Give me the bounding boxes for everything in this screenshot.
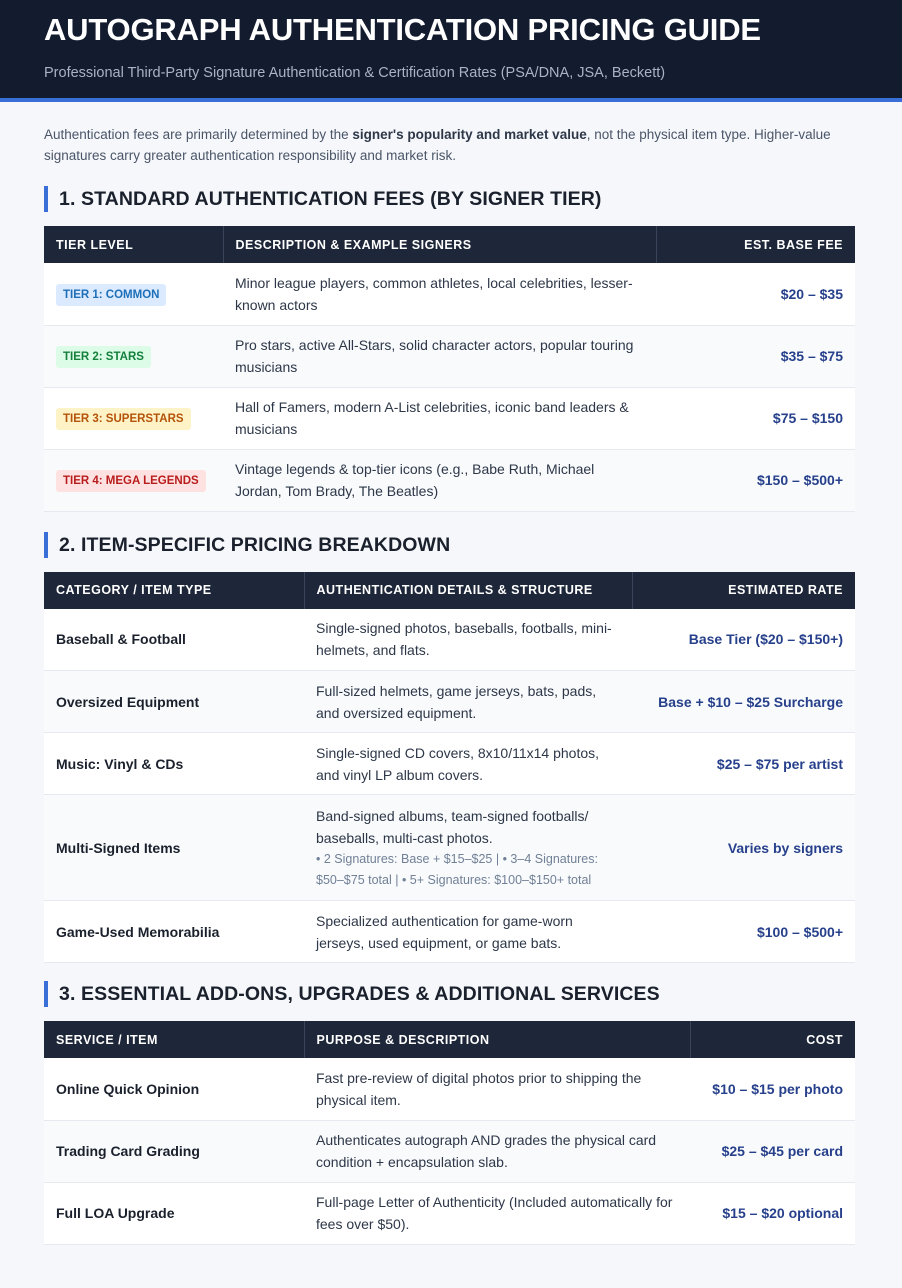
tier-description: Hall of Famers, modern A-List celebrities, iconic band leaders & musicians <box>223 387 656 449</box>
addons-table <box>44 1021 855 1245</box>
column-header: ESTIMATED RATE <box>728 583 843 597</box>
table-row <box>44 795 855 901</box>
item-category: Game-Used Memorabilia <box>44 901 304 963</box>
service-name: Online Quick Opinion <box>44 1058 304 1120</box>
service-cost: $10 – $15 per photo <box>690 1058 855 1120</box>
main-content <box>0 102 902 1245</box>
table-header-row <box>44 1021 855 1058</box>
tier-fee: $75 – $150 <box>656 387 855 449</box>
table-row <box>44 263 855 325</box>
table-row <box>44 325 855 387</box>
column-header: EST. BASE FEE <box>744 237 843 252</box>
item-rate: Base Tier ($20 – $150+) <box>632 609 855 671</box>
item-details: Single-signed photos, baseballs, footballs, mini-helmets, and flats. <box>304 609 632 671</box>
column-header: SERVICE / ITEM <box>44 1021 304 1058</box>
tier-description: Pro stars, active All-Stars, solid character actors, popular touring musicians <box>223 325 656 387</box>
tier-fee: $20 – $35 <box>656 263 855 325</box>
column-header: TIER LEVEL <box>44 226 223 263</box>
item-details: Single-signed CD covers, 8x10/11x14 photos, and vinyl LP album covers. <box>304 733 632 795</box>
page-header <box>0 0 902 102</box>
table-row <box>44 449 855 511</box>
item-details: Specialized authentication for game-worn jerseys, used equipment, or game bats. <box>304 901 632 963</box>
item-rate: $25 – $75 per artist <box>632 733 855 795</box>
item-category: Oversized Equipment <box>44 671 304 733</box>
item-category: Multi-Signed Items <box>44 795 304 901</box>
column-header: AUTHENTICATION DETAILS & STRUCTURE <box>304 572 632 609</box>
service-cost: $25 – $45 per card <box>690 1120 855 1182</box>
table-row <box>44 387 855 449</box>
item-rate: Base + $10 – $25 Surcharge <box>632 671 855 733</box>
column-header: PURPOSE & DESCRIPTION <box>304 1021 690 1058</box>
tier-badge: TIER 4: MEGA LEGENDS <box>56 470 206 492</box>
table-row <box>44 671 855 733</box>
service-description: Fast pre-review of digital photos prior to shipping the physical item. <box>304 1058 690 1120</box>
item-category: Baseball & Football <box>44 609 304 671</box>
table-row <box>44 1058 855 1120</box>
tier-badge: TIER 3: SUPERSTARS <box>56 408 191 430</box>
signature-count-note: • 2 Signatures: Base + $15–$25 | • 3–4 Signatures: $50–$75 total | • 5+ Signatures: $100–$150+ total <box>316 851 598 887</box>
section-2-title: 2. ITEM-SPECIFIC PRICING BREAKDOWN <box>44 532 856 558</box>
table-row <box>44 609 855 671</box>
table-row <box>44 733 855 795</box>
section-3-title: 3. ESSENTIAL ADD-ONS, UPGRADES & ADDITIONAL SERVICES <box>44 981 856 1007</box>
table-row <box>44 901 855 963</box>
page-subtitle: Professional Third-Party Signature Authentication & Certification Rates (PSA/DNA, JSA, Beckett) <box>44 65 666 81</box>
item-details <box>304 795 632 901</box>
tier-fee: $150 – $500+ <box>656 449 855 511</box>
intro-paragraph: Authentication fees are primarily determined by the signer's popularity and market value, not the physical item type. Higher-value signatures carry greater authentication responsibility and market risk. <box>44 127 831 163</box>
item-details-text: Band-signed albums, team-signed footballs/ baseballs, multi-cast photos. <box>316 807 589 846</box>
item-rate: Varies by signers <box>632 795 855 901</box>
item-category: Music: Vinyl & CDs <box>44 733 304 795</box>
tier-description: Minor league players, common athletes, local celebrities, lesser-known actors <box>223 263 656 325</box>
service-description: Full-page Letter of Authenticity (Included automatically for fees over $50). <box>304 1182 690 1244</box>
section-1-title: 1. STANDARD AUTHENTICATION FEES (BY SIGNER TIER) <box>44 186 856 212</box>
tier-badge: TIER 1: COMMON <box>56 284 166 306</box>
intro-emphasis: signer's popularity and market value <box>352 127 587 142</box>
table-row <box>44 1182 855 1244</box>
column-header: COST <box>806 1032 843 1047</box>
page-title: AUTOGRAPH AUTHENTICATION PRICING GUIDE <box>44 12 761 47</box>
service-name: Trading Card Grading <box>44 1120 304 1182</box>
item-pricing-table <box>44 572 855 964</box>
tier-badge: TIER 2: STARS <box>56 346 151 368</box>
table-header-row <box>44 226 855 263</box>
item-rate: $100 – $500+ <box>632 901 855 963</box>
table-header-row <box>44 572 855 609</box>
service-cost: $15 – $20 optional <box>690 1182 855 1244</box>
service-name: Full LOA Upgrade <box>44 1182 304 1244</box>
service-description: Authenticates autograph AND grades the physical card condition + encapsulation slab. <box>304 1120 690 1182</box>
tier-fee: $35 – $75 <box>656 325 855 387</box>
column-header: CATEGORY / ITEM TYPE <box>44 572 304 609</box>
tier-description: Vintage legends & top-tier icons (e.g., Babe Ruth, Michael Jordan, Tom Brady, The Beatles) <box>223 449 656 511</box>
item-details: Full-sized helmets, game jerseys, bats, pads, and oversized equipment. <box>304 671 632 733</box>
tier-fee-table <box>44 226 855 512</box>
table-row <box>44 1120 855 1182</box>
column-header: DESCRIPTION & EXAMPLE SIGNERS <box>223 226 656 263</box>
